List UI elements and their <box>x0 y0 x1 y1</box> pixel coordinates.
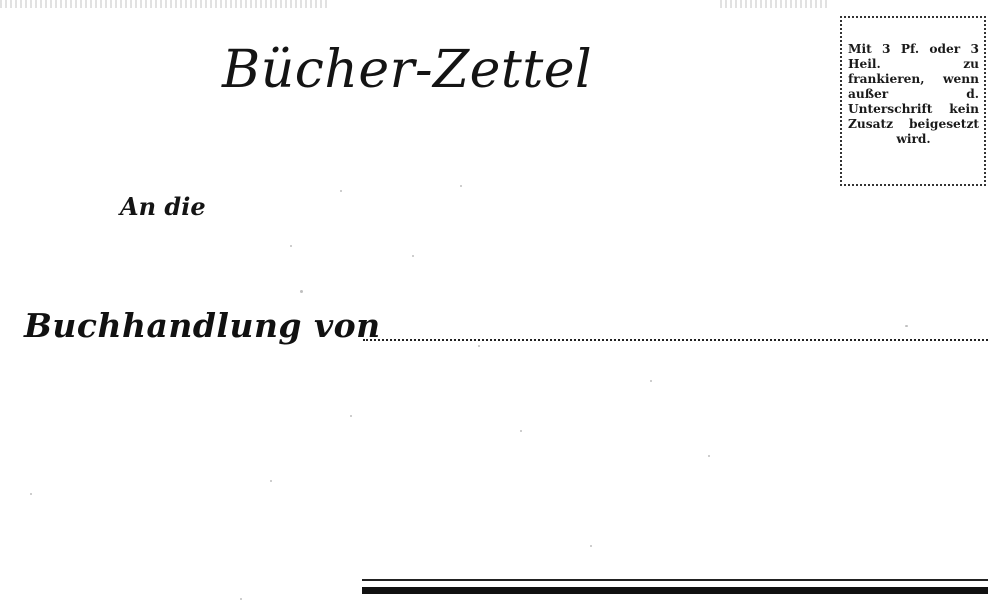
recipient-prefix: An die <box>120 192 206 221</box>
paper-speck <box>350 415 352 417</box>
recipient-fill-line[interactable] <box>363 339 988 341</box>
print-noise-top-right <box>720 0 830 8</box>
paper-speck <box>590 545 592 547</box>
paper-speck <box>460 185 462 187</box>
paper-speck <box>290 245 292 247</box>
paper-speck <box>300 290 303 293</box>
bottom-rule-thick <box>362 587 988 594</box>
paper-speck <box>340 190 342 192</box>
paper-speck <box>520 430 522 432</box>
paper-speck <box>30 493 32 495</box>
recipient-label: Buchhandlung von <box>24 306 381 345</box>
paper-speck <box>708 455 710 457</box>
print-noise-top-left <box>0 0 330 8</box>
card-title: Bücher-Zettel <box>222 40 593 100</box>
stamp-box <box>840 16 986 186</box>
stamp-note: Mit 3 Pf. oder 3 Heil. zu frankieren, wenn außer d. Unterschrift kein Zusatz beigesetzt wird. <box>848 42 979 146</box>
paper-speck <box>412 255 414 257</box>
paper-speck <box>650 380 652 382</box>
paper-speck <box>240 598 242 600</box>
paper-speck <box>905 325 908 327</box>
paper-speck <box>270 480 272 482</box>
bottom-rule-thin <box>362 579 988 581</box>
paper-speck <box>478 345 480 347</box>
